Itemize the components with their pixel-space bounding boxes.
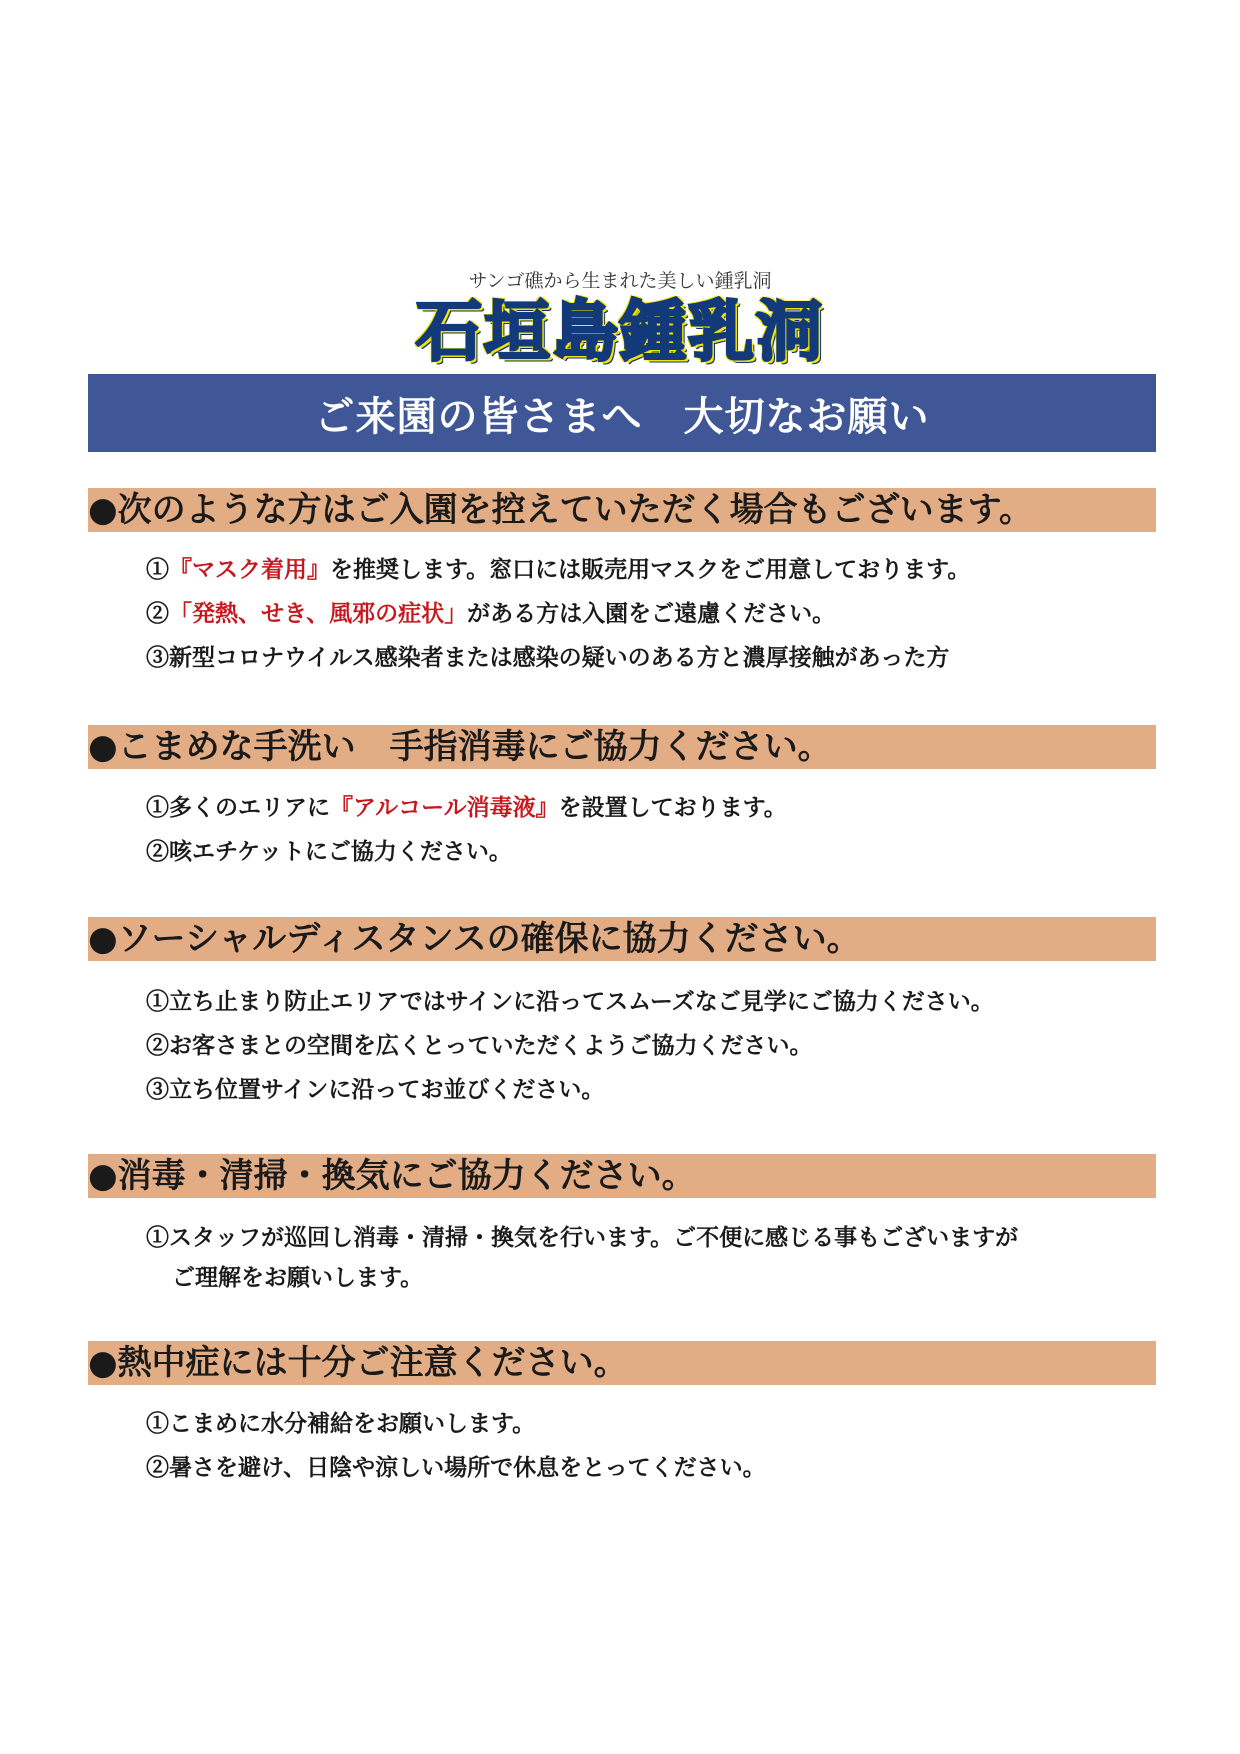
item-highlight: 『マスク着用』: [169, 556, 330, 583]
logo: 石垣島鍾乳洞: [416, 293, 824, 370]
item-text: ②: [146, 600, 169, 627]
section-items-social-distance: [146, 980, 1146, 1112]
item-text: ①多くのエリアに: [146, 794, 330, 821]
item-text: ①スタッフが巡回し消毒・清掃・換気を行います。ご不便に感じる事もございますが: [146, 1224, 1019, 1251]
item-text: ②お客さまとの空間を広くとっていただくようご協力ください。: [146, 1032, 813, 1059]
list-item: [146, 830, 1146, 874]
section-items-hand-washing: [146, 786, 1146, 874]
list-item: [146, 1024, 1146, 1068]
list-item: [146, 1402, 1146, 1446]
title-banner: ご来園の皆さまへ 大切なお願い: [88, 374, 1156, 452]
item-text-continued: ご理解をお願いします。: [172, 1264, 424, 1291]
section-heading-entry-restriction: ●次のような方はご入園を控えていただく場合もございます。: [88, 488, 1156, 532]
item-text: を設置しております。: [558, 794, 787, 821]
list-item: [146, 636, 1146, 680]
section-heading-hand-washing: ●こまめな手洗い 手指消毒にご協力ください。: [88, 725, 1156, 769]
section-items-entry-restriction: [146, 548, 1146, 680]
item-highlight: 「発熱、せき、風邪の症状」: [169, 600, 468, 627]
item-text: を推奨します。窓口には販売用マスクをご用意しております。: [330, 556, 971, 583]
item-text: ①立ち止まり防止エリアではサインに沿ってスムーズなご見学にご協力ください。: [146, 988, 994, 1015]
item-text: ③立ち位置サインに沿ってお並びください。: [146, 1076, 605, 1103]
list-item: [146, 592, 1146, 636]
item-text: ①こまめに水分補給をお願いします。: [146, 1410, 536, 1437]
section-heading-disinfection: ●消毒・清掃・換気にご協力ください。: [88, 1154, 1156, 1198]
item-text: ②咳エチケットにご協力ください。: [146, 838, 512, 865]
section-heading-heatstroke: ●熱中症には十分ご注意ください。: [88, 1341, 1156, 1385]
list-item: [146, 980, 1146, 1024]
item-text: ③新型コロナウイルス感染者または感染の疑いのある方と濃厚接触があった方: [146, 644, 950, 671]
list-item: [146, 1218, 1146, 1298]
list-item: [146, 548, 1146, 592]
list-item: [146, 1068, 1146, 1112]
item-highlight: 『アルコール消毒液』: [330, 794, 559, 821]
item-text: ①: [146, 556, 169, 583]
section-items-heatstroke: [146, 1402, 1146, 1490]
list-item: [146, 786, 1146, 830]
item-text: ②暑さを避け、日陰や涼しい場所で休息をとってください。: [146, 1454, 766, 1481]
item-text: がある方は入園をご遠慮ください。: [467, 600, 836, 627]
section-items-disinfection: [146, 1218, 1146, 1298]
tagline: サンゴ礁から生まれた美しい鍾乳洞: [468, 270, 772, 292]
section-heading-social-distance: ●ソーシャルディスタンスの確保に協力ください。: [88, 917, 1156, 961]
list-item: [146, 1446, 1146, 1490]
